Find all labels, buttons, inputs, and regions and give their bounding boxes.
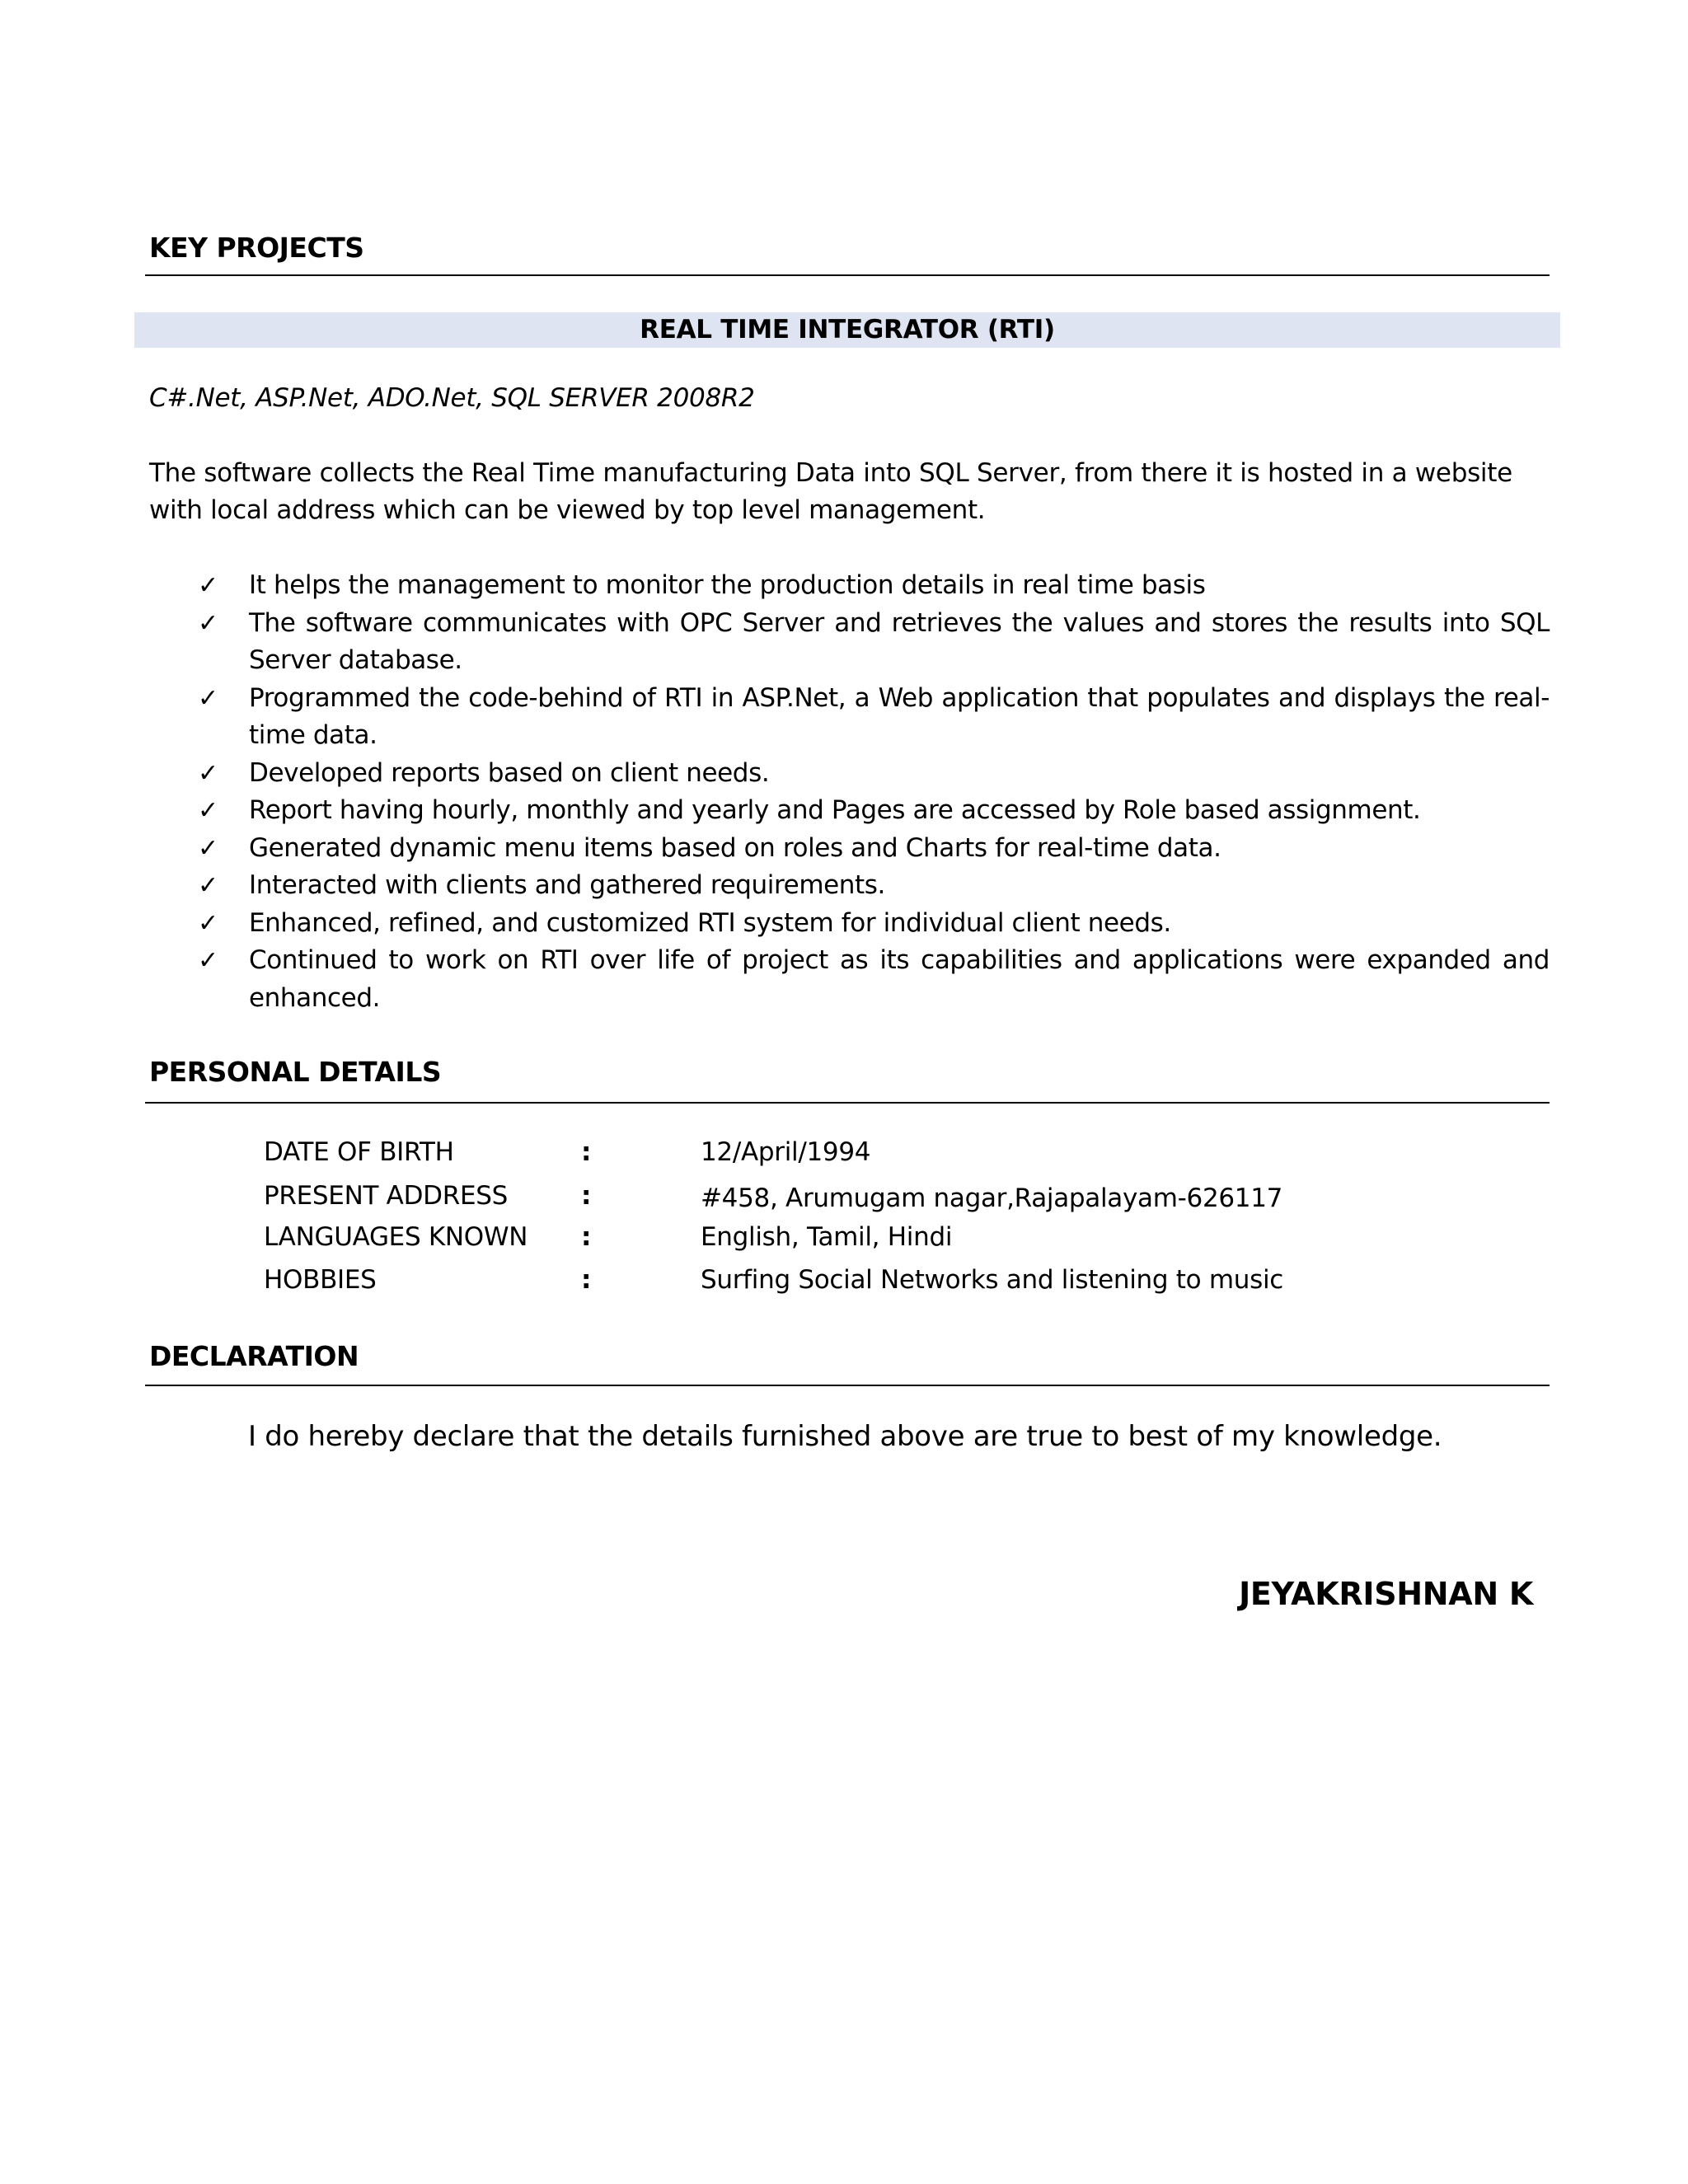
bullet-text: Enhanced, refined, and customized RTI system for individual client needs. — [249, 907, 1171, 938]
detail-value: #458, Arumugam nagar,Rajapalayam-626117 — [701, 1183, 1283, 1213]
bullet-text: Developed reports based on client needs. — [249, 757, 770, 788]
key-projects-divider — [145, 274, 1550, 276]
detail-value: 12/April/1994 — [701, 1137, 871, 1167]
list-item — [198, 830, 1550, 868]
list-item — [198, 605, 1550, 680]
check-mark-icon: ✓ — [198, 871, 218, 900]
detail-row-present-address — [264, 1181, 1500, 1217]
bullet-text: The software communicates with OPC Server and retrieves the values and stores the results into SQL Server database. — [249, 607, 1550, 675]
list-item — [198, 755, 1550, 793]
check-mark-icon: ✓ — [198, 946, 218, 975]
check-mark-icon: ✓ — [198, 683, 218, 713]
project-technologies: C#.Net, ASP.Net, ADO.Net, SQL SERVER 2008R2 — [149, 383, 755, 413]
bullet-text: Continued to work on RTI over life of project as its capabilities and applications were expanded and enhanced. — [249, 945, 1550, 1013]
list-item — [198, 867, 1550, 905]
check-mark-icon: ✓ — [198, 833, 218, 863]
project-description: The software collects the Real Time manufacturing Data into SQL Server, from there it is hosted in a website with local address which can be viewed by top level management. — [149, 458, 1512, 525]
check-mark-icon: ✓ — [198, 758, 218, 788]
list-item — [198, 680, 1550, 755]
bullet-text: Generated dynamic menu items based on roles and Charts for real-time data. — [249, 832, 1221, 863]
detail-label: LANGUAGES KNOWN — [264, 1222, 528, 1252]
detail-colon: : — [581, 1181, 592, 1211]
list-item — [198, 567, 1550, 605]
declaration-divider — [145, 1385, 1550, 1386]
detail-colon: : — [581, 1137, 592, 1167]
detail-row-languages-known — [264, 1222, 1500, 1258]
detail-colon: : — [581, 1265, 592, 1295]
detail-row-hobbies — [264, 1265, 1500, 1301]
detail-label: HOBBIES — [264, 1265, 377, 1295]
project-title-band — [134, 312, 1560, 348]
key-projects-heading: KEY PROJECTS — [149, 232, 364, 264]
detail-colon: : — [581, 1222, 592, 1252]
detail-label: DATE OF BIRTH — [264, 1137, 454, 1167]
bullet-text: Interacted with clients and gathered requirements. — [249, 870, 886, 900]
detail-value: English, Tamil, Hindi — [701, 1222, 953, 1252]
list-item — [198, 905, 1550, 943]
list-item — [198, 792, 1550, 830]
check-mark-icon: ✓ — [198, 908, 218, 938]
project-bullet-list — [198, 567, 1550, 1017]
check-mark-icon: ✓ — [198, 608, 218, 638]
personal-details-heading: PERSONAL DETAILS — [149, 1056, 442, 1088]
personal-details-divider — [145, 1102, 1550, 1104]
detail-value: Surfing Social Networks and listening to music — [701, 1265, 1284, 1295]
declaration-heading: DECLARATION — [149, 1340, 359, 1372]
bullet-text: Report having hourly, monthly and yearly and Pages are accessed by Role based assignment. — [249, 795, 1421, 825]
bullet-text: It helps the management to monitor the production details in real time basis — [249, 570, 1206, 600]
check-mark-icon: ✓ — [198, 571, 218, 600]
bullet-text: Programmed the code-behind of RTI in ASP.Net, a Web application that populates and displays the real-time data. — [249, 682, 1550, 750]
detail-row-date-of-birth — [264, 1137, 1500, 1174]
signature-name: JEYAKRISHNAN K — [1239, 1576, 1533, 1612]
declaration-text: I do hereby declare that the details furnished above are true to best of my knowledge. — [248, 1420, 1442, 1453]
check-mark-icon: ✓ — [198, 796, 218, 825]
detail-label: PRESENT ADDRESS — [264, 1181, 508, 1211]
list-item — [198, 942, 1550, 1017]
project-title: REAL TIME INTEGRATOR (RTI) — [640, 315, 1055, 344]
